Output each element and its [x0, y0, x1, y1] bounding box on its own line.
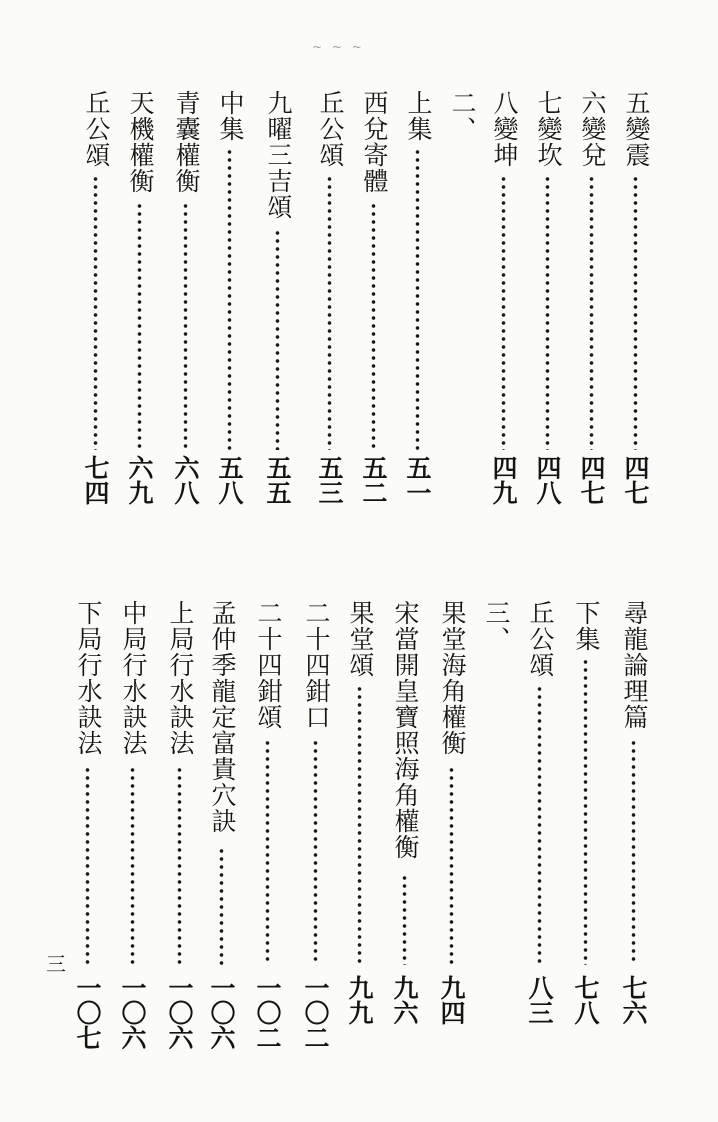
toc-leader-dots: [93, 175, 98, 450]
toc-leader-dots: [449, 766, 454, 965]
toc-entry-page: 四八: [533, 455, 562, 505]
toc-entry-title: 下局行水訣法: [74, 600, 103, 756]
print-smudge: ~ ~ ~: [312, 40, 365, 54]
toc-entry-page: 九四: [437, 975, 466, 1025]
toc-entry-page: 一〇六: [207, 975, 236, 1050]
toc-entry-page: 一〇六: [165, 975, 194, 1050]
toc-entry-page: 五一: [403, 455, 432, 505]
toc-entry-title: 果堂海角權衡: [438, 600, 467, 756]
toc-leader-dots: [415, 148, 420, 450]
toc-entry-page: 四七: [577, 455, 606, 505]
toc-entry-page: 九九: [345, 975, 374, 1025]
toc-leader-dots: [633, 175, 638, 450]
toc-leader-dots: [545, 175, 550, 450]
toc-leader-dots: [265, 739, 270, 965]
toc-entry-title: 中集: [216, 90, 245, 142]
toc-leader-dots: [631, 739, 636, 965]
toc-entry-page: 五八: [215, 455, 244, 505]
toc-entry-title: 孟仲季龍定富貴穴訣: [208, 600, 237, 834]
toc-entry-title: 八變坤: [490, 90, 519, 168]
toc-leader-dots: [402, 874, 407, 965]
toc-entry-page: 一〇二: [301, 975, 330, 1050]
toc-entry-title: 二十四鉗口: [302, 600, 331, 730]
toc-entry-title: 丘公頌: [526, 600, 555, 678]
toc-entry-title: 西兌寄體: [360, 90, 389, 194]
toc-entry-title: 下集: [572, 600, 601, 652]
toc-entry-title: 青囊權衡: [172, 90, 201, 194]
toc-entry-title: 丘公頌: [316, 90, 345, 168]
toc-entry-page: 六八: [171, 455, 200, 505]
toc-entry-page: 一〇二: [253, 975, 282, 1050]
toc-entry-title: 上集: [404, 90, 433, 142]
toc-entry-title: 二、: [448, 90, 477, 142]
toc-entry-page: 一〇六: [118, 975, 147, 1050]
toc-entry-title: 中局行水訣法: [119, 600, 148, 756]
toc-entry-page: 五二: [359, 455, 388, 505]
toc-entry-title: 二十四鉗頌: [254, 600, 283, 730]
toc-entry-title: 六變兌: [578, 90, 607, 168]
toc-entry-title: 天機權衡: [126, 90, 155, 194]
toc-entry-page: 五三: [315, 455, 344, 505]
toc-entry-page: 四七: [621, 455, 650, 505]
toc-entry-page: 一〇七: [73, 975, 102, 1050]
toc-entry-page: 八三: [525, 975, 554, 1025]
toc-entry-title: 九曜三吉頌: [264, 90, 293, 220]
toc-entry-title: 三、: [482, 600, 511, 652]
toc-leader-dots: [227, 148, 232, 450]
toc-leader-dots: [501, 175, 506, 450]
toc-leader-dots: [537, 685, 542, 965]
toc-entry-page: 四九: [489, 455, 518, 505]
toc-leader-dots: [583, 658, 588, 965]
toc-leader-dots: [219, 847, 224, 965]
toc-leader-dots: [371, 202, 376, 450]
toc-leader-dots: [130, 766, 135, 965]
toc-entry-page: 六九: [125, 455, 154, 505]
toc-entry-title: 丘公頌: [82, 90, 111, 168]
toc-entry-title: 上局行水訣法: [166, 600, 195, 756]
toc-entry-page: 九六: [390, 975, 419, 1025]
toc-entry-page: 七六: [619, 975, 648, 1025]
toc-leader-dots: [183, 202, 188, 450]
toc-entry-title: 宋當開皇寶照海角權衡: [391, 600, 420, 860]
toc-entry-title: 五變震: [622, 90, 651, 168]
toc-leader-dots: [313, 739, 318, 965]
toc-entry-title: 果堂頌: [346, 600, 375, 678]
toc-leader-dots: [177, 766, 182, 965]
toc-entry-page: 五五: [263, 455, 292, 505]
toc-leader-dots: [85, 766, 90, 965]
toc-leader-dots: [275, 229, 280, 450]
toc-entry-page: 七四: [81, 455, 110, 505]
toc-entry-page: 七八: [571, 975, 600, 1025]
toc-leader-dots: [589, 175, 594, 450]
toc-leader-dots: [327, 175, 332, 450]
toc-leader-dots: [357, 685, 362, 965]
page-folio: 三: [46, 952, 64, 976]
toc-leader-dots: [137, 202, 142, 450]
toc-entry-title: 七變坎: [534, 90, 563, 168]
toc-entry-title: 尋龍論理篇: [620, 600, 649, 730]
